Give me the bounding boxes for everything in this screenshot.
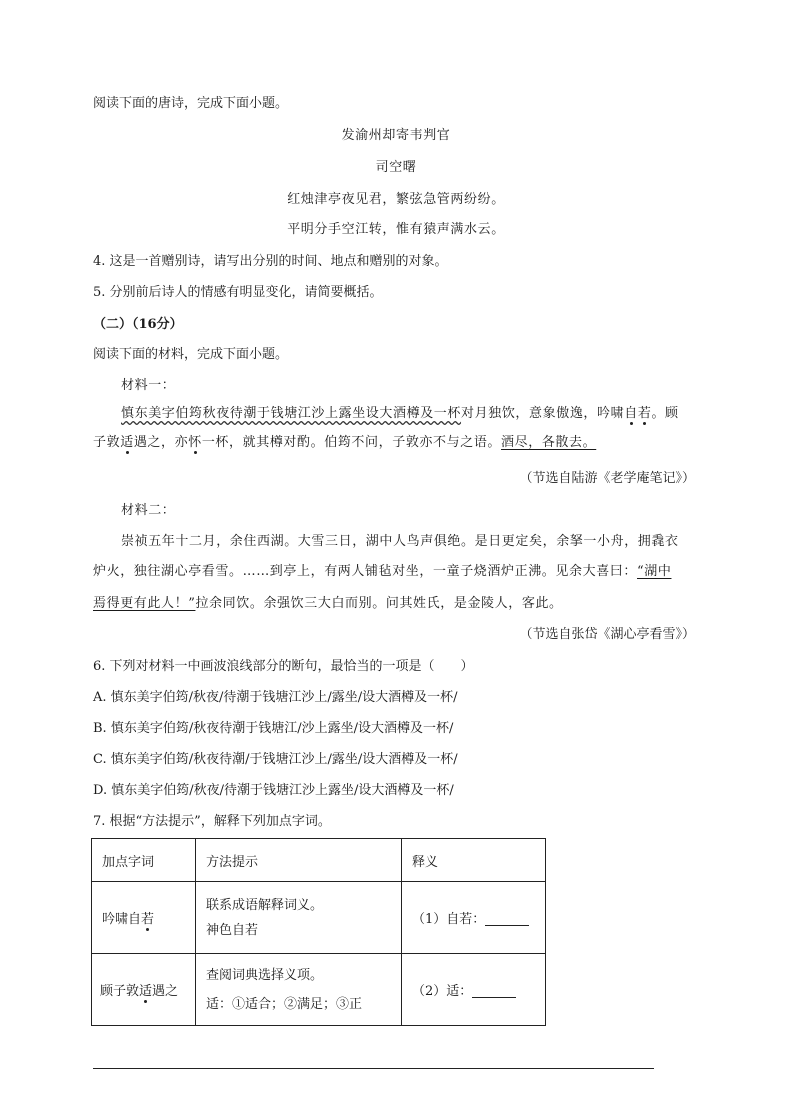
question-4: 4. 这是一首赠别诗，请写出分别的时间、地点和赠别的对象。 (93, 254, 448, 269)
table-cell-hint (196, 882, 402, 954)
underlined-text: 酒尽，各散去。 (501, 435, 597, 450)
wavy-underlined-text: 慎东美字伯筠秋夜待潮于钱塘江沙上露坐设大酒樽及一杯 (121, 406, 462, 421)
table-header-cell: 加点字词 (92, 839, 196, 882)
table-row (92, 882, 546, 954)
answer-blank[interactable] (485, 913, 529, 926)
answer-blank[interactable] (472, 985, 516, 998)
table-cell-answer (402, 882, 546, 954)
poem-line-1: 红烛津亭夜见君，繁弦急管两纷纷。 (287, 192, 505, 207)
text-run: 吟啸自 (102, 912, 142, 927)
table-cell-word (92, 954, 196, 1026)
table-cell-word (92, 882, 196, 954)
question-7-stem: 7. 根据“方法提示”，解释下列加点字词。 (93, 814, 331, 829)
dotted-char: 自 (624, 406, 638, 421)
option-d: D. 慎东美字伯筠/秋夜/待潮于钱塘江沙上露坐/设大酒樽及一杯/ (93, 783, 454, 798)
table-header-row (92, 839, 546, 882)
dotted-char: 若 (141, 912, 155, 927)
poem-author: 司空曙 (375, 160, 417, 175)
option-c: C. 慎东美字伯筠/秋夜待潮/于钱塘江沙上/露坐/设大酒樽及一杯/ (93, 752, 458, 767)
material-1-line-2 (93, 434, 596, 452)
reading-instruction: 阅读下面的唐诗，完成下面小题。 (93, 96, 289, 111)
option-b: B. 慎东美字伯筠/秋夜待潮于钱塘江/沙上露坐/设大酒樽及一杯/ (93, 721, 454, 736)
dotted-char: 若 (637, 406, 652, 421)
material-2-line-1: 崇祯五年十二月，余住西湖。大雪三日，湖中人鸟声俱绝。是日更定矣，余拏一小舟，拥毳衣 (121, 534, 679, 549)
material-2-source: （节选自张岱《湖心亭看雪》） (519, 627, 695, 642)
material-1-source: （节选自陆游《老学庵笔记》） (519, 471, 695, 486)
table-cell-hint (196, 954, 402, 1026)
table-row (92, 954, 546, 1026)
table-header-cell: 释义 (402, 839, 546, 882)
material-2-line-3 (93, 595, 563, 613)
text-run: 顾子敦 (100, 984, 140, 999)
text-run: 遇之 (152, 984, 179, 999)
question-6-stem: 6. 下列对材料一中画波浪线部分的断句，最恰当的一项是（ ） (93, 659, 474, 674)
answer-label: （2）适： (412, 984, 473, 999)
material-1-line-1 (121, 405, 679, 423)
answer-label: （1）自若： (412, 912, 486, 927)
option-a: A. 慎东美字伯筠/秋夜/待潮于钱塘江沙上/露坐/设大酒樽及一杯/ (93, 690, 458, 705)
text-run: 对月独饮，意象傲逸，吟啸 (461, 406, 625, 421)
text-run: 。顾 (651, 406, 679, 421)
section-heading: （二）（16分） (93, 317, 183, 332)
underlined-quote: 焉得更有此人！” (93, 596, 196, 611)
table-cell-answer (402, 954, 546, 1026)
footer-rule (93, 1068, 654, 1069)
reading-instruction-2: 阅读下面的材料，完成下面小题。 (93, 347, 289, 362)
answer-table (91, 838, 546, 1026)
text-run: 拉余同饮。余强饮三大白而别。问其姓氏，是金陵人，客此。 (195, 596, 563, 611)
table-header-cell: 方法提示 (196, 839, 402, 882)
text-run: 遇之，亦 (133, 435, 189, 450)
text-run: 子敦 (93, 435, 121, 450)
hint-line: 查阅词典选择义项。 (206, 967, 324, 983)
dotted-char: 适 (120, 435, 134, 450)
hint-line: 适：①适合；②满足；③正 (206, 996, 363, 1012)
question-5: 5. 分别前后诗人的情感有明显变化，请简要概括。 (93, 285, 383, 300)
dotted-char: 适 (139, 984, 153, 999)
material-1-label: 材料一： (121, 378, 176, 393)
text-run: 一杯，就其樽对酌。伯筠不问，子敦亦不与之语。 (201, 435, 502, 450)
hint-line: 联系成语解释词义。 (206, 897, 324, 913)
material-2-line-2 (93, 563, 671, 581)
dotted-char: 怀 (188, 435, 202, 450)
material-2-label: 材料二： (121, 503, 176, 518)
poem-title: 发渝州却寄韦判官 (341, 128, 451, 143)
poem-line-2: 平明分手空江转，惟有猿声满水云。 (287, 222, 505, 237)
underlined-quote: “湖中 (637, 564, 672, 579)
text-run: 炉火，独往湖心亭看雪。……到亭上，有两人铺毡对坐，一童子烧酒炉正沸。见余大喜曰： (93, 564, 638, 579)
hint-line: 神色自若 (206, 922, 259, 938)
